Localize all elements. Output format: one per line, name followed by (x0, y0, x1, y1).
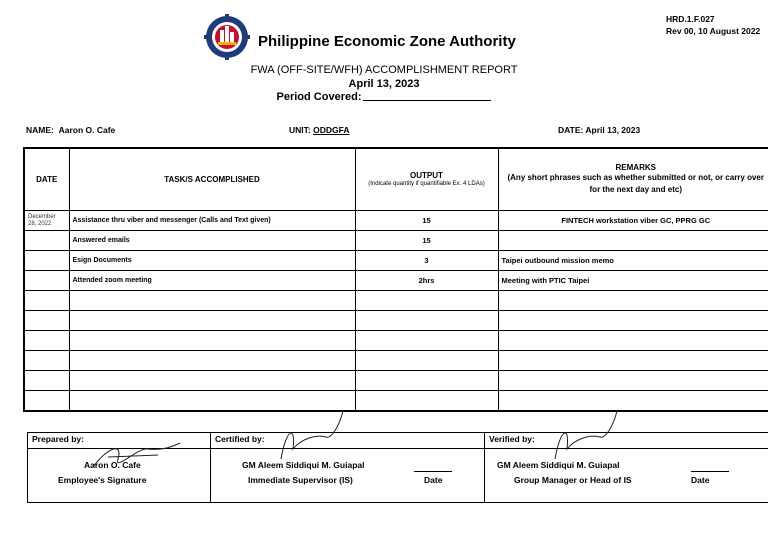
row-date (24, 231, 69, 251)
certified-by-label: Certified by: (211, 433, 485, 449)
verified-role: Group Manager or Head of IS (514, 475, 632, 485)
row-task (69, 311, 355, 331)
form-code: HRD.1.F.027 (666, 14, 715, 24)
row-remarks (498, 311, 768, 331)
row-task: Assistance thru viber and messenger (Calls and Text given) (69, 211, 355, 231)
row-date (24, 251, 69, 271)
verified-by-label: Verified by: (485, 433, 768, 449)
row-date (24, 371, 69, 391)
row-task (69, 351, 355, 371)
name-field (26, 125, 115, 135)
unit-field (289, 125, 349, 135)
employee-signature-scribble (88, 437, 183, 477)
row-output (355, 391, 498, 412)
certified-name: GM Aleem Siddiqui M. Guiapal (242, 460, 365, 470)
row-task (69, 371, 355, 391)
row-task (69, 391, 355, 412)
row-output: 15 (355, 231, 498, 251)
verified-signature-cell (485, 449, 768, 503)
table-row (24, 371, 768, 391)
table-row (24, 231, 768, 251)
row-task: Attended zoom meeting (69, 271, 355, 291)
name-label: NAME: (26, 125, 54, 135)
row-remarks (498, 391, 768, 412)
report-title: FWA (OFF-SITE/WFH) ACCOMPLISHMENT REPORT (250, 64, 518, 76)
prepared-name: Aaron O. Cafe (84, 460, 141, 470)
row-remarks (498, 331, 768, 351)
period-label: Period Covered: (276, 91, 362, 103)
prepared-signature-cell (28, 449, 211, 503)
verified-name: GM Aleem Siddiqui M. Guiapal (497, 460, 620, 470)
org-name: Philippine Economic Zone Authority (258, 33, 516, 50)
form-code-block (666, 13, 760, 37)
signature-body-row (28, 449, 768, 503)
report-date-value: April 13, 2023 (585, 125, 641, 135)
verified-date-line (691, 471, 729, 472)
row-date (24, 351, 69, 371)
header-remarks-label: REMARKS (615, 163, 656, 172)
table-row (24, 311, 768, 331)
table-row (24, 331, 768, 351)
header-output (355, 148, 498, 211)
row-date (24, 291, 69, 311)
row-task (69, 291, 355, 311)
row-date (24, 311, 69, 331)
row-date: December 28, 2022 (24, 211, 69, 231)
header-date: DATE (24, 148, 69, 211)
header-remarks (498, 148, 768, 211)
row-remarks (498, 231, 768, 251)
unit-label: UNIT: (289, 125, 311, 135)
row-remarks (498, 351, 768, 371)
row-date (24, 391, 69, 412)
certified-role: Immediate Supervisor (IS) (248, 475, 353, 485)
header-task: TASK/S ACCOMPLISHED (69, 148, 355, 211)
table-row (24, 271, 768, 291)
certified-date-label: Date (424, 475, 443, 485)
peza-logo (204, 14, 250, 60)
accomplishment-table (23, 147, 768, 412)
row-output: 15 (355, 211, 498, 231)
report-date: April 13, 2023 (348, 78, 420, 90)
date-field (558, 125, 640, 135)
row-output: 2hrs (355, 271, 498, 291)
row-output (355, 291, 498, 311)
table-row (24, 291, 768, 311)
prepared-role: Employee's Signature (58, 475, 147, 485)
row-remarks: Taipei outbound mission memo (498, 251, 768, 271)
form-revision: Rev 00, 10 August 2022 (666, 26, 761, 36)
verified-date-label: Date (691, 475, 710, 485)
table-header-row (24, 148, 768, 211)
row-remarks: Meeting with PTIC Taipei (498, 271, 768, 291)
table-row (24, 251, 768, 271)
row-task (69, 331, 355, 351)
row-task: Esign Documents (69, 251, 355, 271)
period-blank-line (363, 100, 491, 101)
header-output-note: (Indicate quantity if quantifiable Ex. 4 LDAs) (368, 180, 485, 187)
header-output-label: OUTPUT (410, 170, 443, 180)
certified-date-line (414, 471, 452, 472)
signature-table (27, 432, 768, 503)
table-row (24, 351, 768, 371)
row-date (24, 271, 69, 291)
row-output (355, 311, 498, 331)
certified-signature-cell (211, 449, 485, 503)
row-remarks (498, 371, 768, 391)
date-label: DATE: (558, 125, 584, 135)
employee-name: Aaron O. Cafe (58, 125, 116, 135)
header-remarks-note: (Any short phrases such as whether submitted or not, or carry over for the next day and etc) (507, 173, 764, 194)
row-output (355, 331, 498, 351)
row-date (24, 331, 69, 351)
unit-value: ODDGFA (313, 125, 350, 135)
row-output (355, 351, 498, 371)
row-remarks (498, 291, 768, 311)
table-row (24, 391, 768, 412)
row-task: Answered emails (69, 231, 355, 251)
row-output: 3 (355, 251, 498, 271)
table-row (24, 211, 768, 231)
prepared-by-label: Prepared by: (28, 433, 211, 449)
period-covered (0, 91, 768, 103)
row-remarks: FINTECH workstation viber GC, PPRG GC (498, 211, 768, 231)
row-output (355, 371, 498, 391)
